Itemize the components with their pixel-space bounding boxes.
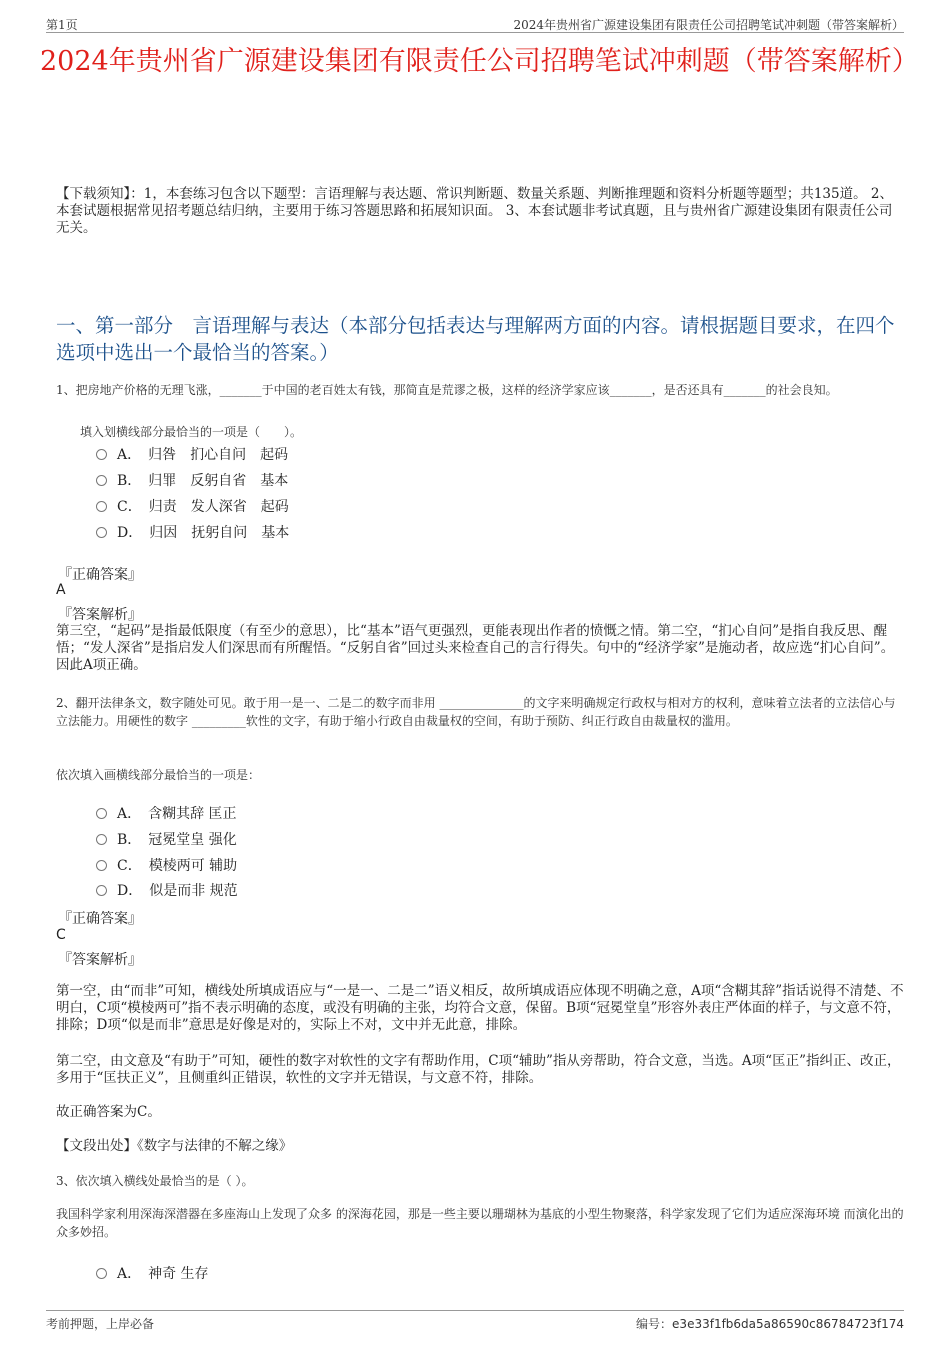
q1-correct-answer-label: 『正确答案』	[58, 567, 142, 583]
radio-icon[interactable]	[96, 808, 107, 819]
radio-icon[interactable]	[96, 527, 107, 538]
q1-analysis-label: 『答案解析』	[58, 607, 142, 623]
q3-passage: 我国科学家利用深海深潜器在多座海山上发现了众多 的深海花园，那是一些主要以珊瑚林为基底的小型生物聚落，科学家发现了它们为适应深海环境 而演化出的众多妙招。	[56, 1207, 904, 1239]
q2-analysis-label: 『答案解析』	[58, 952, 142, 968]
q1-option-a[interactable]: A． 归咎 扪心自问 起码	[96, 444, 288, 464]
page-header	[46, 14, 904, 33]
q1-correct-answer: A	[56, 582, 66, 598]
page-number: 第1页	[46, 18, 78, 32]
download-notice: 【下载须知】：1，本套练习包含以下题型：言语理解与表达题、常识判断题、数量关系题、判断推理题和资料分析题等题型；共135道。 2、本套试题根据常见招考题总结归纳，主要用于练习答题思路和拓展知识面。 3、本套试题非考试真题，且与贵州省广源建设集团有限责任公司无关。	[56, 186, 893, 236]
radio-icon[interactable]	[96, 501, 107, 512]
q3-option-a[interactable]: A． 神奇 生存	[96, 1263, 209, 1283]
radio-icon[interactable]	[96, 1268, 107, 1279]
q2-prompt: 依次填入画横线部分最恰当的一项是：	[56, 768, 261, 782]
q2-analysis-second: 第二空，由文意及“有助于”可知，硬性的数字对软性的文字有帮助作用，C项“辅助”指从旁帮助，符合文意，当选。A项“匡正”指纠正、改正，多用于“匡扶正义”，且侧重纠正错误，软性的文字并无错误，与文意不符，排除。	[56, 1053, 901, 1086]
q2-analysis-first: 第一空，由“而非”可知，横线处所填成语应与“一是一、二是二”语义相反，故所填成语应体现不明确之意，A项“含糊其辞”指话说得不清楚、不明白，C项“模棱两可”指不表示明确的态度，或没有明确的主张，均符合文意，保留。B项“冠冕堂皇”形容外表庄严体面的样子，与文意不符，排除；D项“似是而非”意思是好像是对的，实际上不对，文中并无此意，排除。	[56, 983, 904, 1033]
q1-prompt: 填入划横线部分最恰当的一项是（ ）。	[80, 425, 303, 439]
q1-stem: 1、把房地产价格的无理飞涨，_______于中国的老百姓太有钱，那简直是荒谬之极，这样的经济学家应该_______，是否还具有_______的社会良知。	[56, 383, 838, 397]
document-title: 2024年贵州省广源建设集团有限责任公司招聘笔试冲刺题（带答案解析）	[40, 46, 919, 77]
radio-icon[interactable]	[96, 834, 107, 845]
q1-option-d[interactable]: D． 归因 抚躬自问 基本	[96, 522, 289, 542]
footer-code-label: 编号：	[636, 1317, 673, 1331]
q2-option-a[interactable]: A． 含糊其辞 匡正	[96, 803, 237, 823]
q2-stem: 2、翻开法律条文，数字随处可见。敢于用一是一、二是二的数字而非用 ______________的文字来明确规定行政权与相对方的权利，意味着立法者的立法信心与立法能力。用硬性的数字 _________软性的文字，有助于缩小行政自由裁量权的空间，有助于预防、纠正行政自由裁量权的滥用。	[56, 696, 896, 728]
q2-correct-answer-label: 『正确答案』	[58, 911, 142, 927]
radio-icon[interactable]	[96, 449, 107, 460]
section-title: 一、第一部分 言语理解与表达（本部分包括表达与理解两方面的内容。请根据题目要求，在四个选项中选出一个最恰当的答案。）	[56, 314, 895, 364]
q2-option-b[interactable]: B． 冠冕堂皇 强化	[96, 829, 237, 849]
q2-source: 【文段出处】《数字与法律的不解之缘》	[56, 1138, 293, 1154]
q2-correct-answer: C	[56, 927, 66, 943]
footer-slogan: 考前押题，上岸必备	[46, 1317, 155, 1331]
footer-code	[636, 1315, 904, 1332]
header-doc-title: 2024年贵州省广源建设集团有限责任公司招聘笔试冲刺题（带答案解析）	[513, 18, 904, 32]
q1-analysis: 第三空，“起码”是指最低限度（有至少的意思），比“基本”语气更强烈，更能表现出作者的愤慨之情。第二空，“扪心自问”是指自我反思、醒悟；“发人深省”是指启发人们深思而有所醒悟。“反躬自省”回过头来检查自己的言行得失。句中的“经济学家”是施动者，故应选“扪心自问”。因此A项正确。	[56, 623, 895, 673]
q1-option-b[interactable]: B． 归罪 反躬自省 基本	[96, 470, 288, 490]
q2-option-c[interactable]: C． 模棱两可 辅助	[96, 855, 237, 875]
page-footer	[46, 1310, 904, 1331]
radio-icon[interactable]	[96, 860, 107, 871]
radio-icon[interactable]	[96, 885, 107, 896]
footer-code-value: e3e33f1fb6da5a86590c86784723f174	[672, 1317, 904, 1331]
q2-conclusion: 故正确答案为C。	[56, 1104, 161, 1120]
radio-icon[interactable]	[96, 475, 107, 486]
q3-stem: 3、依次填入横线处最恰当的是（ ）。	[56, 1174, 254, 1188]
q1-option-c[interactable]: C． 归责 发人深省 起码	[96, 496, 289, 516]
q2-option-d[interactable]: D． 似是而非 规范	[96, 880, 238, 900]
